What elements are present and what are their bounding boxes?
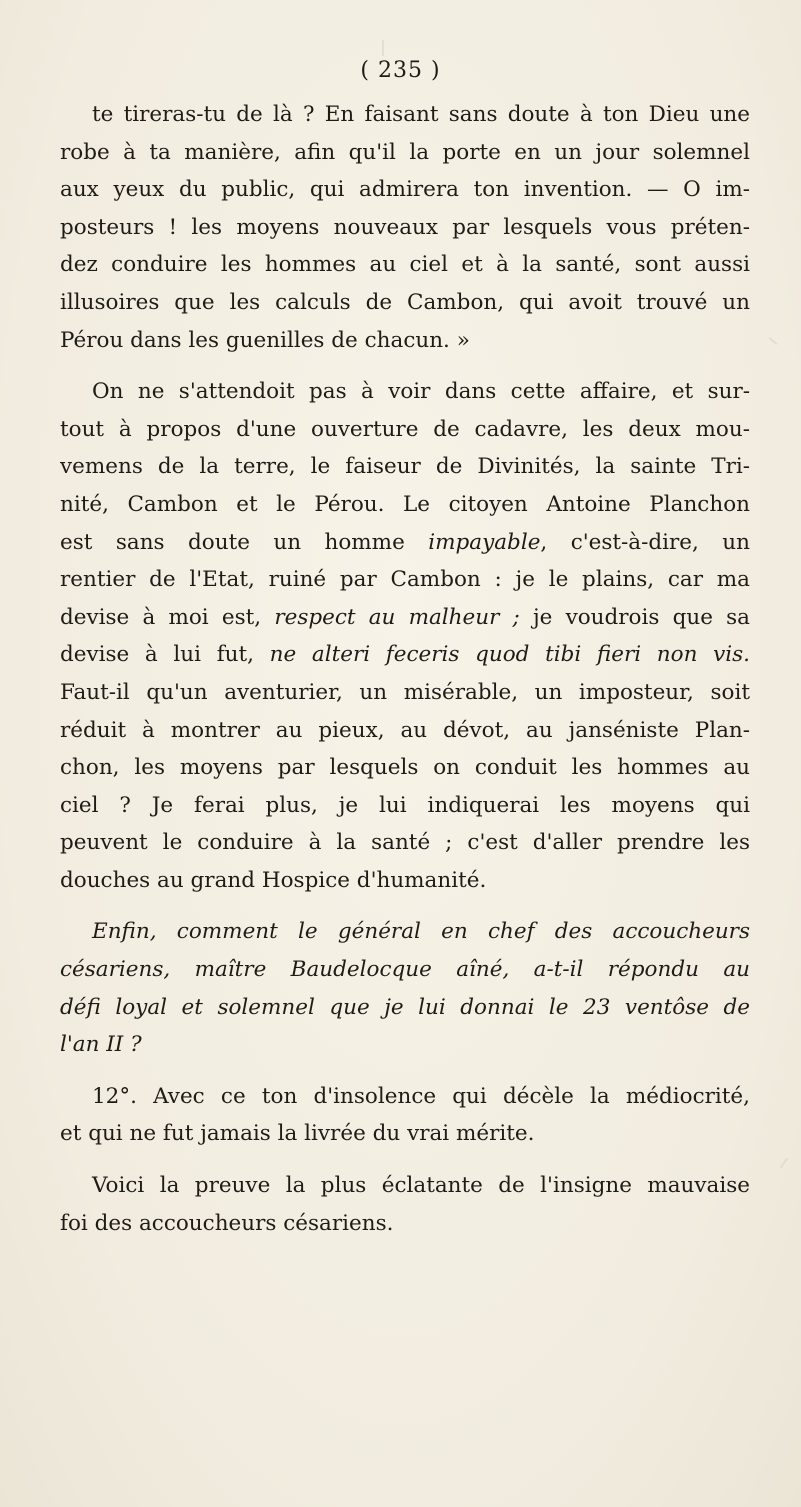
text-run: douches au grand Hospice d'humanité. — [60, 867, 487, 893]
italic-text: respect au malheur ; — [274, 604, 520, 630]
text-run: devise à lui fut, — [60, 642, 270, 668]
text-line — [60, 96, 750, 134]
text-run: et qui ne fut jamais la livrée du vrai mérite. — [60, 1121, 535, 1147]
text-run: robe à ta manière, afin qu'il la porte en un jour solemnel — [60, 139, 750, 165]
paragraph — [60, 96, 750, 359]
text-run: réduit à montrer au pieux, au dévot, au janséniste Plan- — [60, 717, 750, 743]
text-run: 12°. Avec ce ton d'insolence qui décèle la médiocrité, — [92, 1083, 750, 1109]
italic-text: ne alteri feceris quod tibi fieri non vis. — [269, 642, 750, 668]
text-run: nité, Cambon et le Pérou. Le citoyen Antoine Planchon — [60, 491, 750, 517]
text-line — [60, 712, 750, 750]
text-body — [60, 96, 750, 1242]
text-line — [60, 989, 750, 1027]
page-number: ( 235 ) — [360, 58, 441, 83]
paragraph — [60, 913, 750, 1063]
text-line — [60, 913, 750, 951]
text-run: Voici la preuve la plus éclatante de l'insigne mauvaise — [92, 1173, 750, 1199]
text-run: , c'est-à-dire, un — [540, 529, 751, 555]
text-line — [60, 636, 750, 674]
text-line — [60, 134, 750, 172]
text-run: est sans doute un homme — [60, 529, 429, 555]
paper-mark — [769, 337, 778, 345]
paragraph-gap — [60, 359, 750, 373]
text-line — [60, 787, 750, 825]
text-run: vemens de la terre, le faiseur de Divinités, la sainte Tri- — [60, 454, 750, 480]
text-line — [60, 209, 750, 247]
text-run: Faut-il qu'un aventurier, un misérable, un imposteur, soit — [60, 679, 750, 705]
text-run: ciel ? Je ferai plus, je lui indiquerai les moyens qui — [60, 792, 750, 818]
text-line — [60, 171, 750, 209]
text-run: peuvent le conduire à la santé ; c'est d'aller prendre les — [60, 830, 750, 856]
text-run: Pérou dans les guenilles de chacun. » — [60, 327, 470, 353]
text-line — [60, 524, 750, 562]
text-line — [60, 486, 750, 524]
text-run: dez conduire les hommes au ciel et à la santé, sont aussi — [60, 252, 750, 278]
text-line — [60, 1078, 750, 1116]
paragraph — [60, 1078, 750, 1153]
text-line — [60, 599, 750, 637]
text-run: tout à propos d'une ouverture de cadavre, les deux mou- — [60, 416, 750, 442]
text-line — [60, 674, 750, 712]
paragraph — [60, 1167, 750, 1242]
paragraph-gap — [60, 899, 750, 913]
text-run: foi des accoucheurs césariens. — [60, 1210, 394, 1236]
text-line — [60, 373, 750, 411]
italic-text: impayable — [428, 529, 541, 555]
text-run: illusoires que les calculs de Cambon, qui avoit trouvé un — [60, 289, 750, 315]
text-line — [60, 1167, 750, 1205]
text-line — [60, 284, 750, 322]
text-run: chon, les moyens par lesquels on conduit les hommes au — [60, 755, 750, 781]
text-run: posteurs ! les moyens nouveaux par lesquels vous préten- — [60, 214, 750, 240]
text-run: je voudrois que sa — [519, 604, 750, 630]
text-line — [60, 1205, 750, 1243]
italic-text: Enfin, comment le général en chef des accoucheurs — [92, 919, 750, 945]
italic-text: l'an II ? — [60, 1032, 142, 1058]
paper-mark — [780, 1158, 789, 1169]
paragraph — [60, 373, 750, 899]
text-run: rentier de l'Etat, ruiné par Cambon : je le plains, car ma — [60, 567, 750, 593]
italic-text: césariens, maître Baudelocque aîné, a-t-il répondu au — [60, 957, 750, 983]
paragraph-gap — [60, 1064, 750, 1078]
text-run: On ne s'attendoit pas à voir dans cette affaire, et sur- — [92, 379, 750, 405]
text-run: devise à moi est, — [60, 604, 275, 630]
text-line — [60, 1026, 750, 1064]
text-line — [60, 862, 750, 900]
text-run: te tireras-tu de là ? En faisant sans doute à ton Dieu une — [92, 102, 750, 127]
text-line — [60, 411, 750, 449]
paper-mark — [382, 40, 384, 56]
text-line — [60, 1115, 750, 1153]
text-line — [60, 951, 750, 989]
text-line — [60, 246, 750, 284]
text-line — [60, 824, 750, 862]
text-line — [60, 561, 750, 599]
text-line — [60, 322, 750, 360]
italic-text: défi loyal et solemnel que je lui donnai le 23 ventôse de — [60, 994, 750, 1020]
text-run: aux yeux du public, qui admirera ton invention. — O im- — [60, 177, 750, 203]
paragraph-gap — [60, 1153, 750, 1167]
text-line — [60, 749, 750, 787]
text-line — [60, 448, 750, 486]
